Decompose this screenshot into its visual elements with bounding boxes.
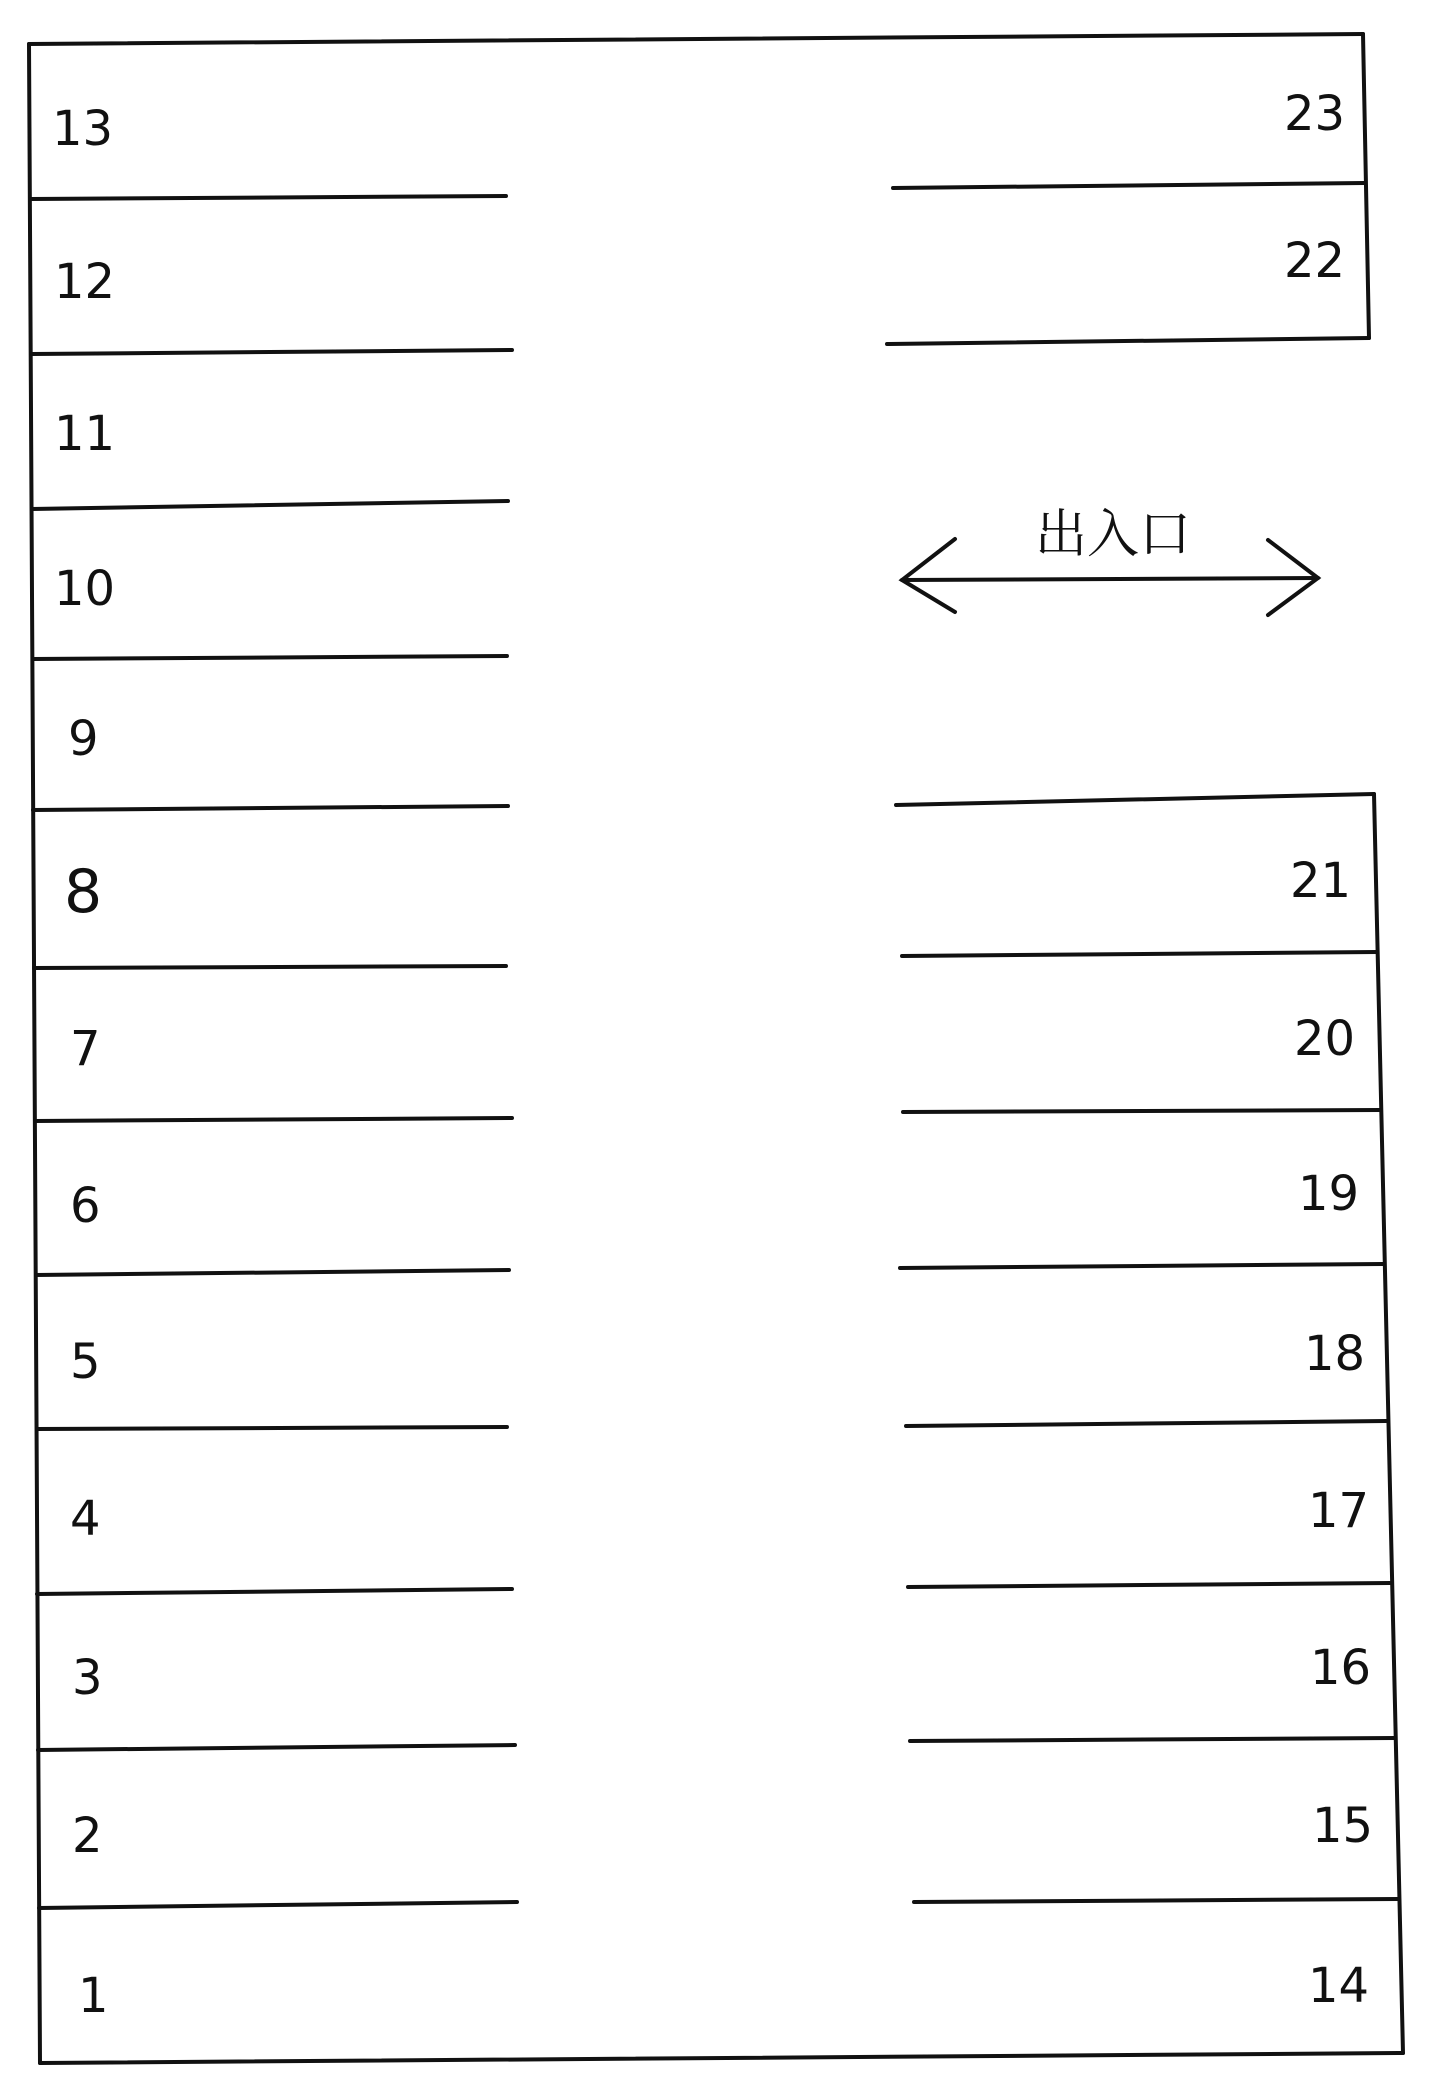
lot-top-wall	[29, 34, 1363, 44]
space-21-label: 21	[1290, 853, 1352, 909]
left-divider-2-1	[39, 1902, 517, 1908]
right-divider-16-15	[910, 1738, 1395, 1741]
right-divider-21-20	[902, 952, 1377, 956]
right-divider-22-bottom	[887, 338, 1369, 344]
left-divider-13-12	[31, 196, 506, 199]
left-divider-9-8	[33, 806, 508, 810]
lot-right-wall-lower	[1374, 794, 1403, 2053]
space-19-label: 19	[1298, 1166, 1360, 1222]
left-divider-12-11	[32, 350, 512, 354]
space-15-label: 15	[1312, 1798, 1374, 1854]
left-divider-8-7	[34, 966, 506, 968]
right-divider-17-16	[908, 1583, 1390, 1587]
space-22-label: 22	[1284, 233, 1346, 289]
entrance-arrow-left-head	[902, 539, 955, 612]
right-divider-23-22	[893, 183, 1364, 188]
entrance-arrow-shaft	[902, 578, 1318, 580]
space-9-label: 9	[68, 711, 99, 767]
space-20-label: 20	[1294, 1011, 1356, 1067]
right-divider-19-18	[900, 1264, 1383, 1268]
right-divider-20-19	[903, 1110, 1380, 1112]
left-divider-3-2	[38, 1745, 515, 1750]
left-divider-7-6	[35, 1118, 512, 1121]
lot-left-wall	[29, 44, 40, 2063]
left-divider-4-3	[37, 1589, 512, 1594]
space-6-label: 6	[70, 1178, 101, 1234]
left-divider-5-4	[37, 1427, 507, 1429]
space-10-label: 10	[54, 561, 116, 617]
left-divider-10-9	[33, 656, 507, 659]
right-divider-15-14	[914, 1899, 1398, 1902]
space-8-label: 8	[64, 857, 103, 927]
space-1-label: 1	[78, 1968, 109, 2024]
space-2-label: 2	[72, 1808, 103, 1864]
space-11-label: 11	[54, 406, 116, 462]
space-7-label: 7	[70, 1021, 101, 1077]
space-5-label: 5	[70, 1334, 101, 1390]
space-17-label: 17	[1308, 1483, 1370, 1539]
space-13-label: 13	[52, 101, 114, 157]
space-4-label: 4	[70, 1491, 101, 1547]
right-divider-18-17	[906, 1421, 1386, 1426]
right-divider-21-top	[896, 794, 1374, 805]
space-3-label: 3	[72, 1650, 103, 1706]
lot-bottom-wall	[40, 2053, 1403, 2063]
lot-right-wall-upper	[1363, 34, 1369, 338]
left-divider-11-10	[32, 501, 508, 509]
space-23-label: 23	[1284, 86, 1346, 142]
space-16-label: 16	[1310, 1640, 1372, 1696]
space-14-label: 14	[1308, 1958, 1370, 2014]
entrance-label: 出入口	[1035, 505, 1192, 565]
space-18-label: 18	[1304, 1326, 1366, 1382]
left-divider-6-5	[36, 1270, 509, 1275]
space-12-label: 12	[54, 254, 116, 310]
